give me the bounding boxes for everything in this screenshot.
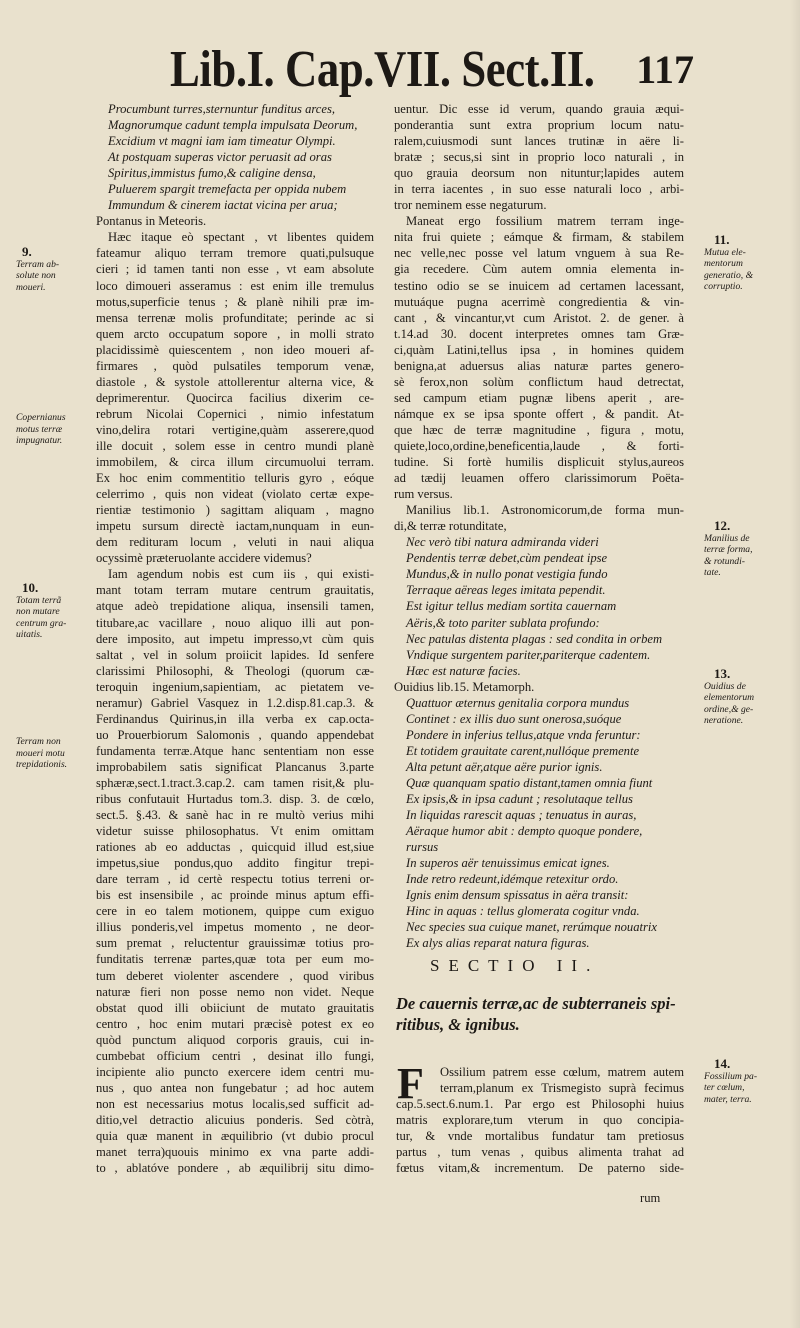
text-line: benigna,at aduersus alias naturæ partes genero- xyxy=(394,358,684,373)
text-line: rursus xyxy=(406,840,439,855)
text-line: fœtus vitam,& incrementum. De paterno side- xyxy=(396,1161,684,1176)
text-line: gia recedere. Cùm autem omnia elementa in- xyxy=(394,262,684,277)
text-line: Nec patulas distenta plagas : sed condita in orbem xyxy=(406,631,663,646)
text-line: firmares , quòd pulsatiles temporum venæ, xyxy=(96,358,374,373)
text-line: Quattuor æternus genitalia corpora mundus xyxy=(406,695,630,710)
text-line: Terraque aëreas leges imitata pependit. xyxy=(406,583,606,598)
text-line: videtur suisse philosophatus. Vt enim omittam xyxy=(96,824,374,839)
margin-note-line: non mutare xyxy=(16,606,60,617)
heading-line: ritibus, & ignibus. xyxy=(396,1015,520,1034)
text-line: cant , & vincantur,vt cum Aristot. 2. de gener. à xyxy=(394,310,684,325)
text-line: cere in eo talem motionem, quippe cum exiguo xyxy=(96,904,374,919)
text-line: diastole , & systole attollerentur alterna vice, & xyxy=(96,374,374,389)
heading-line: De cauernis terræ,ac de subterraneis spi- xyxy=(396,994,676,1013)
text-line: Hæc itaque eò spectant , vt libentes quidem xyxy=(108,230,374,245)
margin-note-line: uitatis. xyxy=(16,629,43,640)
text-line: celerrimo , quis non videat (violato certæ expe- xyxy=(96,487,374,502)
text-line: námque ex se ipsa sponte offert , & pandit. At- xyxy=(394,406,684,421)
text-line: motus,superficie tenus ; & planè nihili præ im- xyxy=(96,294,374,309)
margin-note-line: trepidationis. xyxy=(16,759,68,770)
text-line: Est igitur tellus mediam sortita cauernam xyxy=(406,599,617,614)
text-line: Iam agendum nobis est cum iis , qui existi- xyxy=(108,567,374,582)
text-line: ocyssimè præteruolante accidere videmus? xyxy=(96,551,312,566)
margin-note xyxy=(704,1058,757,1105)
text-line: obstat quod illi obiiciunt de mutato grauitatis xyxy=(96,1000,374,1015)
drop-cap: F xyxy=(397,1059,424,1108)
margin-note-line: ter cœlum, xyxy=(704,1082,745,1093)
text-line: rientiæ testimonio ) sagittam aliquam , magno xyxy=(96,503,374,518)
text-line: sect.5. §.43. & sanè hac in re multò verius mihi xyxy=(96,808,374,823)
text-line: quiete,loco,ordine,beneficentia,laude , & forti- xyxy=(394,438,684,453)
text-line: Ex ipsis,& in ipsa cadunt ; resolutaque tellus xyxy=(406,792,633,807)
text-line: incipiente alio puncto exercere idem centri mu- xyxy=(96,1064,374,1079)
text-line: Et totidem grauitate carent,nullóque premente xyxy=(406,743,640,758)
margin-note-line: mentorum xyxy=(704,258,743,269)
text-line: Pontanus in Meteoris. xyxy=(96,214,207,229)
text-line: tum deberet violenter ascendere , quod viribus xyxy=(96,968,374,983)
text-line: Manilius lib.1. Astronomicorum,de forma mun- xyxy=(406,503,684,518)
text-line: immobilem, & circa illum circumuolui terram. xyxy=(96,455,374,470)
text-line: quem arcto occupatum sopore , in molli strato xyxy=(96,326,374,341)
text-line: tur, & vnde mortalibus fundatur tam pretiosus xyxy=(396,1129,684,1144)
text-line: Hinc in aquas : tellus glomerata cogitur vnda. xyxy=(406,904,640,919)
text-line: cap.5.sect.6.num.1. Par ergo est Philosophi huius xyxy=(396,1097,684,1112)
text-line: illius ponderis,vel impetus momento , ne deor- xyxy=(96,920,374,935)
text-line: Alta petunt aër,atque aëre purior ignis. xyxy=(406,759,603,774)
text-line: ribus confutauit Hurtadus tom.3. disp. 3. de cœlo, xyxy=(96,792,374,807)
text-line: dem redituram locum , veluti in naui aliqua xyxy=(96,535,374,550)
text-line: quia quæ manent in æquilibrio (vt dubio procul xyxy=(96,1129,374,1143)
text-line: Aëris,& toto pariter sublata profundo: xyxy=(406,615,600,630)
margin-note xyxy=(704,668,754,727)
section-label: SECTIO II. xyxy=(430,956,600,975)
text-line: Ferdinandus Quirinus,in illa verba ex cap.octa- xyxy=(96,711,374,726)
text-line: non est necessarius motus localis,sed sufficit ad- xyxy=(96,1096,374,1111)
text-line: Inde retro redeunt,idémque retexitur ordo. xyxy=(406,872,619,887)
text-line: nec velle,nec posse vel latum vnguem à sua Re- xyxy=(394,246,684,261)
margin-note-line: Mutua ele- xyxy=(704,246,746,258)
text-line: nita frui quiete ; eámque & firmam, & stabilem xyxy=(394,230,684,245)
margin-note-line: corruptio. xyxy=(704,281,743,292)
text-line: Maneat ergo fossilium matrem terram inge- xyxy=(406,214,684,229)
text-line: saltat , vel in solum proiicit lapides. Id senfere xyxy=(96,647,374,662)
text-line: in terra iacentes , in suo esse naturali loco , arbi- xyxy=(394,182,684,197)
text-line: deprimerentur. Quocirca facilius dixerim ce- xyxy=(96,390,374,405)
text-line: sphæræ,sect.1.tract.3.cap.2. cam tamen risit,& plu- xyxy=(96,775,374,790)
text-line: titubare,ac vacillare , nouo aliquo illi aut pon- xyxy=(96,615,374,630)
text-line: Immundum & cinerem iactat vicina per arua; xyxy=(108,198,338,213)
text-line: nus , quo antea non fungebatur ; ad hoc autem xyxy=(96,1080,374,1095)
text-line: rebrum Nicolai Copernici , nimio infestatum xyxy=(96,406,374,421)
text-line: Mundus,& in nullo ponat vestigia fundo xyxy=(406,567,608,582)
margin-note xyxy=(16,582,66,641)
text-line: Excidium vt magni iam iam timeatur Olympi. xyxy=(108,134,336,149)
text-line: sum premat , reluctentur grauissimæ totius pro- xyxy=(96,936,374,951)
text-line: Aëraque humor abit : dempto quoque pondere, xyxy=(406,824,643,839)
margin-note-line: Terram ab- xyxy=(16,258,60,270)
text-line: ille docuit , solem esse in centro mundi planè xyxy=(96,438,374,453)
margin-note-line: elementorum xyxy=(704,692,755,703)
text-line: bratæ ; secus,si sint in proprio loco naturali , in xyxy=(394,150,684,165)
text-line: Nec species sua cuique manet, rerúmque nouatrix xyxy=(406,920,658,935)
text-line: bis est insensibile , ac proinde minus aptum effi- xyxy=(96,888,374,903)
text-line: cumbebat officium centri , desinat illo fungi, xyxy=(96,1048,374,1063)
margin-note-number: 9. xyxy=(22,244,32,259)
text-line: atque adeò trepidatione aliqua, insensili tamen, xyxy=(96,599,374,614)
text-line: naturæ fieri non posse nemo non videt. Neque xyxy=(96,984,374,999)
text-line: rum versus. xyxy=(394,487,453,502)
margin-note-number: 12. xyxy=(714,518,731,533)
text-line: ci,quàm Latini,tellus ipsa , in homines quidem xyxy=(394,342,684,357)
text-line: Ouidius lib.15. Metamorph. xyxy=(394,679,535,694)
text-line: Spiritus,immistus fumo,& caligine densa, xyxy=(108,166,316,181)
margin-note xyxy=(16,736,67,771)
text-line: di,& terræ rotunditate, xyxy=(394,519,507,534)
text-line: dere imposito, aut impetu impresso,vt cùm quis xyxy=(96,631,374,646)
text-line: neramur) Gabriel Vasquez in 1.2.disp.81.cap.3. & xyxy=(96,695,374,710)
text-line: impetus,siue pondus,quo addito fingitur trepi- xyxy=(96,856,374,871)
text-line: manet terra)quouis minimo ex vna parte addi- xyxy=(96,1145,374,1160)
text-line: vino,delira rotari vertigine,quàm asserere,quod xyxy=(96,422,374,437)
text-line: partus , tum venas , quibus alimenta trahat ad xyxy=(396,1145,684,1160)
text-line: mutuáque pugna acerrimè congredientia & vin- xyxy=(394,294,684,309)
text-line: In liquidas rarescit aquas ; tenuatus in auras, xyxy=(406,808,637,823)
text-line: At postquam superas victor peruasit ad oras xyxy=(108,150,332,165)
text-line: fundamenta terræ.Atque hanc sententiam non esse xyxy=(96,743,374,758)
text-line: dare terram , id certè respectu totius terreni or- xyxy=(96,872,374,887)
text-line: to , ablatóve pondere , ab æquilibrij situ dimo- xyxy=(96,1161,374,1176)
margin-note-number: 14. xyxy=(714,1056,731,1071)
text-line: Ex alys alias reparat natura figuras. xyxy=(406,936,590,951)
text-line: sed campum etiam pugnæ libens aperit , are- xyxy=(394,390,684,405)
text-line: quo grauia deorsum non nituntur;lapides autem xyxy=(394,166,684,181)
margin-note-line: Totam terrã xyxy=(16,594,62,606)
page-fold-shadow xyxy=(790,0,800,1328)
text-line: tror neminem esse negaturum. xyxy=(394,198,547,213)
margin-note xyxy=(704,234,753,293)
text-line: In superos aër tenuissimus emicat ignes. xyxy=(406,856,610,871)
text-line: testino odio se se inuicem ad certamen lacessant, xyxy=(394,278,684,293)
text-line: mant totam terram mutare centrum grauitatis, xyxy=(96,583,374,598)
text-line: improbabilem satis significat Plancanus 3.parte xyxy=(96,759,374,774)
margin-note-line: & rotundi- xyxy=(704,555,745,567)
margin-note-line: Terram non xyxy=(16,736,61,747)
text-line: Magnorumque cadunt templa impulsata Deorum, xyxy=(108,118,358,133)
text-line: fateamur aliquo terram tremore quati,pulsuque xyxy=(96,246,374,261)
margin-note-line: Ouidius de xyxy=(704,680,746,692)
margin-note-line: impugnatur. xyxy=(16,435,63,446)
margin-note xyxy=(704,520,753,579)
text-line: centro , hoc enim mutari præcisè potest ex eo xyxy=(96,1016,374,1031)
text-line: placidissimè quiescentem , non ideo moueri af- xyxy=(96,342,374,357)
text-line: mensa terrenæ molis profunditate; perinde ac si xyxy=(96,310,374,325)
margin-note-line: Copernianus xyxy=(16,412,66,423)
text-line: uentur. Dic esse id verum, quando grauia æqui- xyxy=(394,102,684,116)
margin-note-line: solute non xyxy=(16,270,56,281)
text-line: funditatis terrenæ partes,quæ tota per eum mo- xyxy=(96,952,374,967)
text-line: Ossilium patrem esse cœlum, matrem autem xyxy=(440,1065,684,1079)
text-line: cieri ; id tamen tanti non esse , vt eam absolute xyxy=(96,262,374,277)
margin-note-number: 10. xyxy=(22,580,39,595)
margin-note-line: Manilius de xyxy=(704,532,750,544)
right-column xyxy=(394,101,684,951)
text-line: quòd punctum aliquod corporis grauis, cui in- xyxy=(96,1032,374,1047)
text-line: Ex hoc enim commentitio telluris gyro , eóque xyxy=(96,471,374,486)
text-line: uo Prouerbiorum Salomonis , quando appendebat xyxy=(96,727,374,742)
page-number: 117 xyxy=(636,47,694,92)
text-line: Ignis enim densum spissatus in aëra transit: xyxy=(406,888,629,903)
margin-note-line: motus terræ xyxy=(16,423,63,435)
text-line: Vndique surgentem pariter,pariterque cadentem. xyxy=(406,647,651,662)
text-line: matris explorare,tum vterum in quo concipia- xyxy=(396,1113,684,1128)
text-line: clarissimi Philosophi, & Theologi (quorum cæ- xyxy=(96,663,374,678)
text-line: Procumbunt turres,sternuntur funditus arces, xyxy=(108,102,336,116)
section-heading xyxy=(396,993,690,1035)
text-line: Quæ quanquam spatio distant,tamen omnia fiunt xyxy=(406,775,653,790)
text-line: impetu sursum directè iactam,nunquam in eun- xyxy=(96,519,374,534)
text-line: Continet : ex illis duo sunt onerosa,suóque xyxy=(406,711,622,726)
margin-note-number: 13. xyxy=(714,666,731,681)
margin-note-line: ordine,& ge- xyxy=(704,703,754,715)
left-column xyxy=(96,101,374,1176)
text-line: teroquin ingenium,sapientiam, ac pietatem ve- xyxy=(96,679,374,694)
text-line: Nec verò tibi natura admiranda videri xyxy=(406,535,599,550)
catchword: rum xyxy=(640,1191,661,1205)
section-paragraph xyxy=(396,1064,684,1176)
chapter-title: Lib.I. Cap.VII. Sect.II. xyxy=(170,41,595,98)
text-line: Pondere in inferius tellus,atque vnda feruntur: xyxy=(406,727,641,742)
margin-note-number: 11. xyxy=(714,232,730,247)
margin-note-line: moueri motu xyxy=(16,747,65,759)
text-line: sè ferox,non solùm conflictum haud detrectat, xyxy=(394,374,684,389)
margin-note xyxy=(16,246,59,293)
margin-note xyxy=(16,412,66,447)
running-header xyxy=(170,40,694,100)
text-line: Hæc est naturæ facies. xyxy=(406,663,521,678)
text-line: ditio,vel detractio alicuius ponderis. Sed còtrà, xyxy=(96,1112,374,1127)
margin-note-line: mater, terra. xyxy=(704,1093,752,1105)
margin-note-line: terræ forma, xyxy=(704,544,753,555)
text-line: rationes ab eo adductas , quicquid illud est,siue xyxy=(96,840,374,855)
text-line: Pendentis terræ debet,cùm pendeat ipse xyxy=(406,551,608,566)
margin-note-line: neratione. xyxy=(704,715,744,726)
text-line: ralem,cuiusmodi sunt lances trutinæ in aëre li- xyxy=(394,134,684,149)
text-line: loco dimoueri asseramus : est enim ille tremulus xyxy=(96,278,374,293)
margin-note-line: moueri. xyxy=(16,281,46,293)
margin-note-line: Fossilium pa- xyxy=(704,1070,758,1082)
margin-note-line: centrum gra- xyxy=(16,617,67,629)
text-line: terram,planum ex Trismegisto suprà fecimus xyxy=(440,1081,684,1096)
text-line: ponderantia sunt extra proprium locum natu- xyxy=(394,118,684,133)
text-line: Puluerem spargit tremefacta per oppida nubem xyxy=(108,182,347,197)
margin-note-line: generatio, & xyxy=(704,269,754,281)
text-line: tudine. Si fortè humilis displicuit stylus,aureos xyxy=(394,455,684,470)
text-line: t.14.ad 30. docent interpretes omnes tam Græ- xyxy=(394,326,684,341)
margin-note-line: tate. xyxy=(704,567,721,578)
text-line: que hæc de terræ magnitudine , figura , motu, xyxy=(394,422,684,437)
text-line: ad tædij leuamen offero clarissimorum Poëta- xyxy=(394,471,684,486)
